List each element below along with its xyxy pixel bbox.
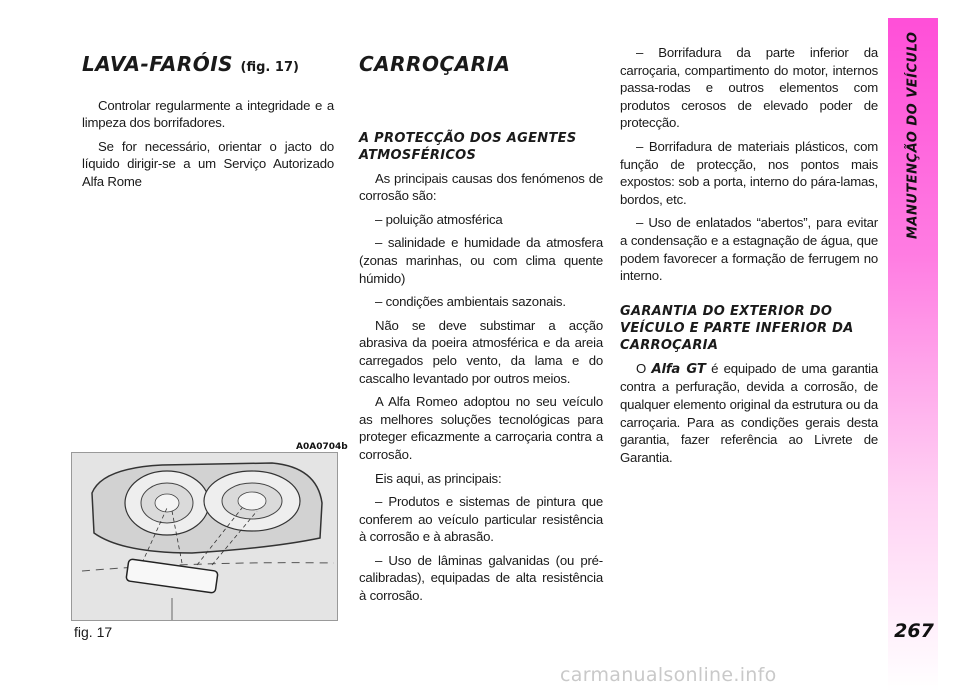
warranty-paragraph [620,360,878,467]
paragraph: Controlar regularmente a integridade e a limpeza dos borrifadores. [82,97,334,131]
headlamp-figure [71,452,338,621]
fig-reference: (fig. 17) [240,60,299,75]
paragraph: A Alfa Romeo adoptou no seu veículo as melhores soluções tecnológicas para proteger eficazmente a carroçaria contra a corrosão. [359,394,603,462]
warranty-text: é equipado de uma garantia contra a perfuração, devida a corrosão, de qualquer elemento original da estrutura ou da carroçaria. Para as condições gerais desta garantia, fazer referência ao Livrete de Garantia. [620,360,878,465]
figure-caption: fig. 17 [74,624,113,640]
paragraph: – Borrifadura de materiais plásticos, com função de protecção, nos pontos mais expostos: sob a porta, interno do pára-lamas, bordos, etc. [620,138,878,207]
left-column [82,52,334,197]
page-number: 267 [894,620,934,642]
paragraph: – Uso de enlatados “abertos”, para evitar a condensação e a estagnação de água, que podem favorecer a formação de ferrugem no interno. [620,215,878,284]
warranty-subtitle: GARANTIA DO EXTERIOR DO VEÍCULO E PARTE INFERIOR DA CARROÇARIA [620,303,854,353]
paragraph: As principais causas dos fenómenos de corrosão são: [359,170,603,204]
brand-name: Alfa GT [651,361,706,377]
headlamp-washer-title-text: LAVA-FARÓIS [82,52,234,76]
paragraph: – Uso de lâminas galvanidas (ou pré-calibradas), equipadas de alta resistência à corrosão. [359,552,603,604]
headlamp-illustration [72,453,337,620]
right-column [620,44,878,472]
paragraph: – poluição atmosférica [375,211,503,227]
paragraph: – Produtos e sistemas de pintura que conferem ao veículo particular resistência à corrosão e à abrasão. [359,494,603,545]
paragraph: Não se deve substimar a acção abrasiva da poeira atmosférica e da areia carregados pelo vento, da lama e do cascalho levantado por outros meios. [359,317,603,386]
headlamp-washer-title [82,52,334,77]
paragraph: – Borrifadura da parte inferior da carroçaria, compartimento do motor, internos passa-rodas e outros elementos com produtos cerosos de elevado poder de protecção. [620,45,878,131]
middle-column [359,52,603,611]
paragraph: Eis aqui, as principais: [375,470,502,486]
paragraph: Se for necessário, orientar o jacto do líquido dirigir-se a um Serviço Autorizado Alfa Rome [82,138,334,189]
paragraph: – condições ambientais sazonais. [375,294,566,310]
figure-code: A0A0704b [296,442,348,452]
bodywork-title: CARROÇARIA [359,52,511,76]
paragraph: – salinidade e humidade da atmosfera (zonas marinhas, ou com clima quente húmido) [359,235,603,286]
protection-subtitle: A PROTECÇÃO DOS AGENTES ATMOSFÉRICOS [359,130,577,163]
watermark: carmanualsonline.info [560,664,777,686]
section-title: MANUTENÇÃO DO VEÍCULO [905,32,921,240]
warranty-prefix: O [636,360,647,376]
